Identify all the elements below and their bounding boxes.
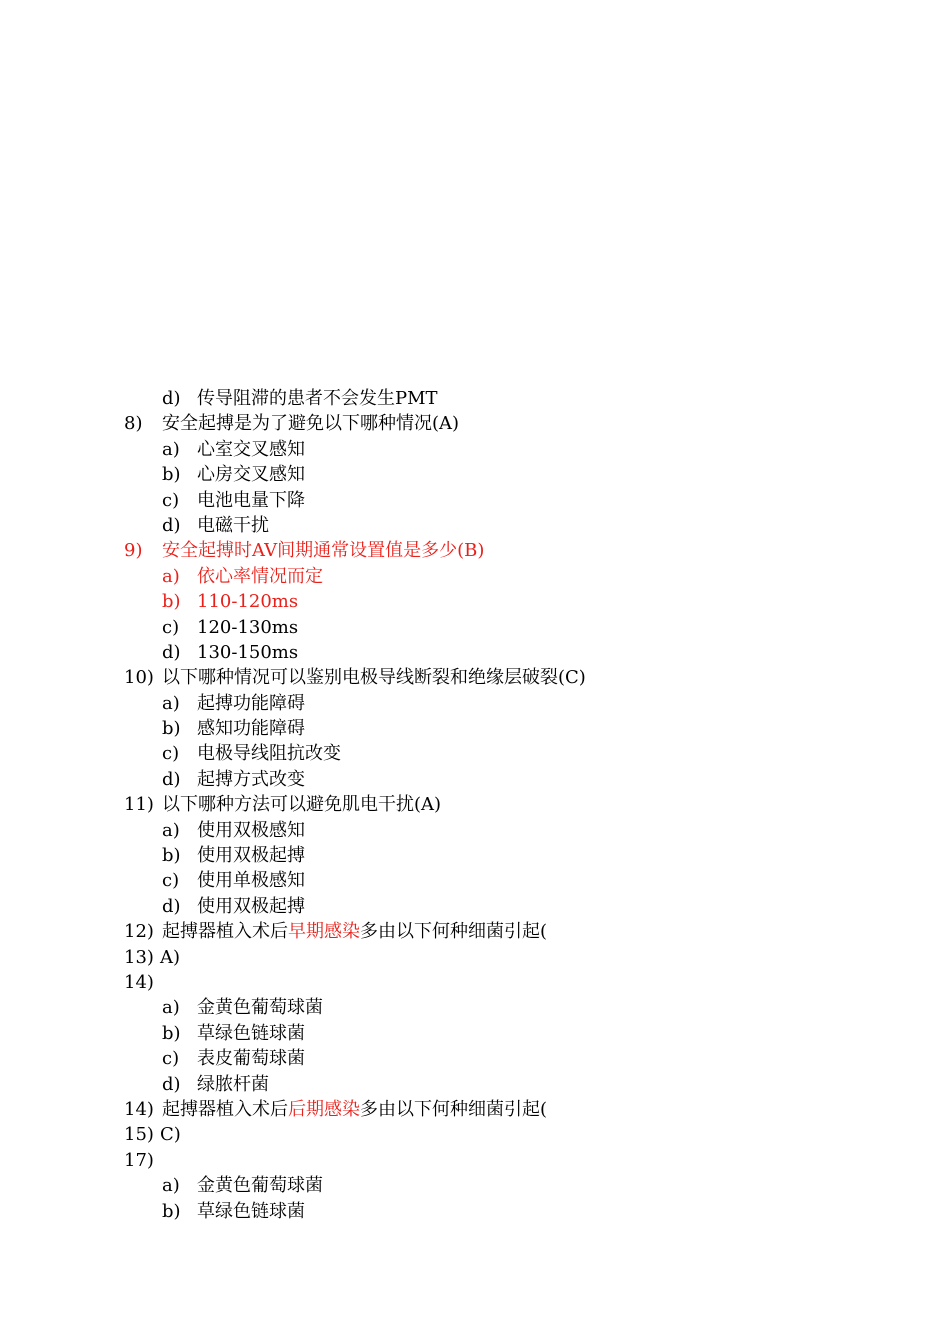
option-text: 使用单极感知 xyxy=(197,870,305,892)
option-label: b) xyxy=(162,1022,181,1044)
option-line xyxy=(0,818,950,843)
option-label: a) xyxy=(162,438,180,460)
option-text: 130-150ms xyxy=(197,641,299,663)
highlighted-term: 早期感染 xyxy=(288,921,360,943)
option-line xyxy=(0,513,950,538)
option-line xyxy=(0,1199,950,1224)
question-number: 11) xyxy=(124,794,154,816)
option-text: 起搏方式改变 xyxy=(197,768,305,790)
option-text: 120-130ms xyxy=(197,616,299,638)
option-text: 110-120ms xyxy=(197,591,299,613)
option-line xyxy=(0,437,950,462)
question-number: 10) xyxy=(124,667,154,689)
question-number: 9) xyxy=(124,540,143,562)
option-line xyxy=(0,868,950,893)
option-text: 使用双极起搏 xyxy=(197,895,305,917)
document-body xyxy=(0,386,950,1224)
question-line xyxy=(0,1122,950,1147)
option-text: 依心率情况而定 xyxy=(197,565,323,587)
option-line xyxy=(0,894,950,919)
option-label: d) xyxy=(162,895,181,917)
question-text: 安全起搏是为了避免以下哪种情况(A) xyxy=(162,413,460,435)
option-line xyxy=(0,1173,950,1198)
question-text-part: 起搏器植入术后 xyxy=(162,1098,288,1120)
question-number: 8) xyxy=(124,413,143,435)
question-text: C) xyxy=(160,1124,181,1146)
option-label: c) xyxy=(162,1048,180,1070)
question-text xyxy=(162,1097,547,1122)
option-line xyxy=(0,488,950,513)
question-number: 12) xyxy=(124,921,154,943)
option-label: c) xyxy=(162,870,180,892)
option-line xyxy=(0,1072,950,1097)
option-label: c) xyxy=(162,616,180,638)
question-text xyxy=(162,919,547,944)
question-text: 以下哪种方法可以避免肌电干扰(A) xyxy=(162,794,442,816)
question-number: 14) xyxy=(124,971,154,993)
option-line xyxy=(0,995,950,1020)
option-label: d) xyxy=(162,388,181,409)
question-number: 15) xyxy=(124,1124,154,1146)
highlighted-term: 后期感染 xyxy=(288,1098,360,1120)
option-line xyxy=(0,1046,950,1071)
option-line xyxy=(0,1021,950,1046)
option-text: 绿脓杆菌 xyxy=(197,1073,269,1095)
option-text: 心室交叉感知 xyxy=(197,438,305,460)
option-label: b) xyxy=(162,845,181,867)
option-line xyxy=(0,615,950,640)
option-text: 传导阻滞的患者不会发生PMT xyxy=(197,388,438,409)
option-label: a) xyxy=(162,692,180,714)
option-text: 感知功能障碍 xyxy=(197,718,305,740)
option-text: 金黄色葡萄球菌 xyxy=(197,1175,323,1197)
option-line xyxy=(0,564,950,589)
option-text: 使用双极感知 xyxy=(197,819,305,841)
option-text: 草绿色链球菌 xyxy=(197,1200,305,1222)
option-label: a) xyxy=(162,819,180,841)
option-text: 电极导线阻抗改变 xyxy=(197,743,341,765)
question-line xyxy=(0,538,950,563)
question-line xyxy=(0,1097,950,1122)
question-line xyxy=(0,919,950,944)
option-label: b) xyxy=(162,464,181,486)
option-line xyxy=(0,741,950,766)
option-label: b) xyxy=(162,1200,181,1222)
question-line xyxy=(0,1148,950,1173)
question-text-part: 多由以下何种细菌引起( xyxy=(360,1098,548,1120)
question-line xyxy=(0,970,950,995)
option-label: b) xyxy=(162,591,181,613)
option-text: 草绿色链球菌 xyxy=(197,1022,305,1044)
option-label: a) xyxy=(162,565,180,587)
option-line xyxy=(0,386,950,411)
option-line xyxy=(0,691,950,716)
option-line xyxy=(0,462,950,487)
question-line xyxy=(0,665,950,690)
option-label: b) xyxy=(162,718,181,740)
question-text-part: 起搏器植入术后 xyxy=(162,921,288,943)
question-number: 17) xyxy=(124,1149,154,1171)
option-label: c) xyxy=(162,489,180,511)
option-label: a) xyxy=(162,1175,180,1197)
option-text: 使用双极起搏 xyxy=(197,845,305,867)
option-label: d) xyxy=(162,768,181,790)
question-line xyxy=(0,945,950,970)
option-line xyxy=(0,843,950,868)
question-number: 13) xyxy=(124,946,154,968)
option-text: 金黄色葡萄球菌 xyxy=(197,997,323,1019)
option-label: d) xyxy=(162,641,181,663)
question-text: 安全起搏时AV间期通常设置值是多少(B) xyxy=(162,540,485,562)
question-number: 14) xyxy=(124,1098,154,1120)
option-line xyxy=(0,716,950,741)
option-line xyxy=(0,589,950,614)
option-label: d) xyxy=(162,1073,181,1095)
question-text-part: 多由以下何种细菌引起( xyxy=(360,921,548,943)
question-text: A) xyxy=(160,946,181,968)
option-label: d) xyxy=(162,514,181,536)
option-label: a) xyxy=(162,997,180,1019)
option-text: 起搏功能障碍 xyxy=(197,692,305,714)
question-line xyxy=(0,792,950,817)
option-text: 电磁干扰 xyxy=(197,514,269,536)
question-text: 以下哪种情况可以鉴别电极导线断裂和绝缘层破裂(C) xyxy=(162,667,586,689)
option-text: 电池电量下降 xyxy=(197,489,305,511)
question-line xyxy=(0,411,950,436)
option-line xyxy=(0,767,950,792)
option-text: 心房交叉感知 xyxy=(197,464,305,486)
option-line xyxy=(0,640,950,665)
option-text: 表皮葡萄球菌 xyxy=(197,1048,305,1070)
option-label: c) xyxy=(162,743,180,765)
